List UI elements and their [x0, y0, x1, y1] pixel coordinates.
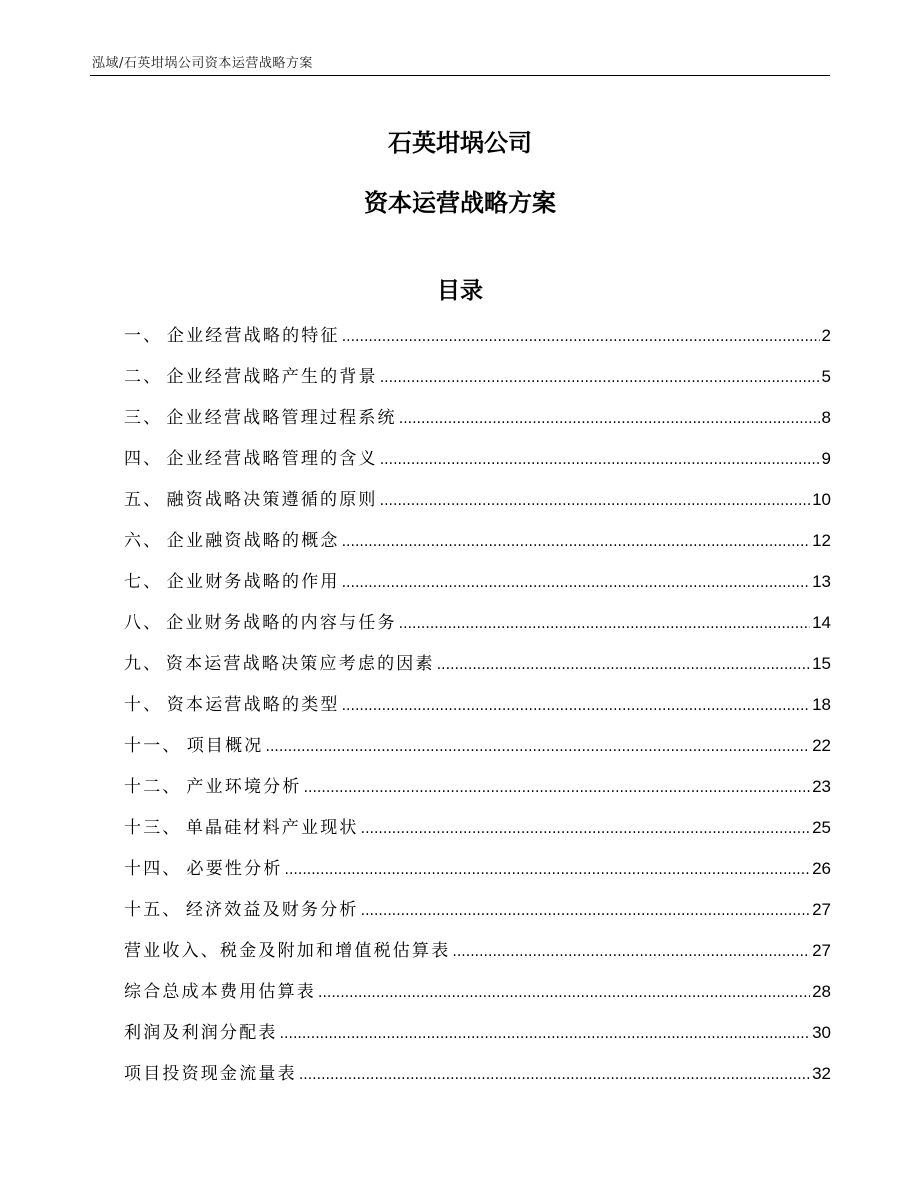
toc-entry-2[interactable] — [124, 360, 831, 401]
toc-entry-label: 利润及利润分配表 — [124, 1023, 278, 1043]
document-title-company: 石英坩埚公司 — [388, 129, 532, 157]
toc-entry-label: 综合总成本费用估算表 — [124, 982, 316, 1002]
toc-entry-page: 13 — [812, 572, 831, 591]
toc-entry-label: 营业收入、税金及附加和增值税估算表 — [124, 941, 451, 961]
toc-entry-label: 企业经营战略管理的含义 — [166, 449, 378, 469]
toc-entry-page: 12 — [812, 531, 831, 550]
toc-entry-11[interactable] — [124, 729, 831, 770]
toc-entry-6[interactable] — [124, 524, 831, 565]
toc-entry-page: 14 — [812, 613, 831, 632]
toc-entry-label: 企业经营战略管理过程系统 — [166, 408, 397, 428]
toc-entry-page: 9 — [821, 449, 831, 468]
toc-dot-leader — [342, 525, 810, 559]
toc-entry-label: 企业经营战略的特征 — [166, 326, 340, 346]
toc-dot-leader — [280, 1017, 810, 1051]
toc-entry-page: 26 — [812, 859, 831, 878]
toc-entry-18[interactable] — [124, 1016, 831, 1057]
toc-entry-17[interactable] — [124, 975, 831, 1016]
toc-entry-10[interactable] — [124, 688, 831, 729]
toc-entry-number: 十四、 — [124, 859, 182, 879]
toc-entry-number: 十一、 — [124, 736, 182, 756]
toc-entry-14[interactable] — [124, 852, 831, 893]
toc-entry-page: 5 — [821, 367, 831, 386]
toc-entry-page: 28 — [812, 982, 831, 1001]
toc-entry-12[interactable] — [124, 770, 831, 811]
toc-entry-15[interactable] — [124, 893, 831, 934]
toc-dot-leader — [318, 976, 810, 1010]
toc-entry-label: 资本运营战略的类型 — [166, 695, 340, 715]
toc-entry-label: 企业融资战略的概念 — [166, 531, 340, 551]
toc-entry-19[interactable] — [124, 1057, 831, 1098]
toc-dot-leader — [266, 730, 811, 764]
toc-entry-number: 四、 — [124, 449, 163, 469]
toc-entry-page: 27 — [812, 941, 831, 960]
toc-entry-number: 七、 — [124, 572, 163, 592]
toc-entry-label: 项目概况 — [186, 736, 264, 756]
toc-dot-leader — [380, 443, 820, 477]
document-title-subject: 资本运营战略方案 — [364, 189, 556, 217]
toc-entry-number: 五、 — [124, 490, 163, 510]
toc-dot-leader — [380, 361, 820, 395]
toc-entry-label: 必要性分析 — [186, 859, 283, 879]
toc-entry-9[interactable] — [124, 647, 831, 688]
toc-entry-label: 融资战略决策遵循的原则 — [166, 490, 378, 510]
toc-entry-page: 10 — [812, 490, 831, 509]
toc-entry-page: 8 — [821, 408, 831, 427]
toc-heading: 目录 — [437, 278, 483, 304]
toc-dot-leader — [342, 566, 810, 600]
toc-dot-leader — [437, 648, 810, 682]
toc-entry-number: 六、 — [124, 531, 163, 551]
toc-entry-label: 资本运营战略决策应考虑的因素 — [165, 654, 435, 674]
toc-entry-page: 27 — [812, 900, 831, 919]
toc-entry-number: 十二、 — [124, 777, 182, 797]
toc-entry-page: 25 — [812, 818, 831, 837]
toc-entry-number: 九、 — [124, 654, 163, 674]
toc-entry-page: 32 — [812, 1064, 831, 1083]
toc-entry-label: 项目投资现金流量表 — [124, 1064, 297, 1084]
toc-entry-7[interactable] — [124, 565, 831, 606]
toc-dot-leader — [342, 320, 820, 354]
toc-entry-label: 企业经营战略产生的背景 — [166, 367, 378, 387]
toc-entry-page: 30 — [812, 1023, 831, 1042]
toc-entry-number: 十、 — [124, 695, 163, 715]
toc-entry-1[interactable] — [124, 319, 831, 360]
toc-entry-number: 八、 — [124, 613, 163, 633]
toc-entry-5[interactable] — [124, 483, 831, 524]
toc-dot-leader — [285, 853, 811, 887]
header-divider — [90, 75, 830, 76]
toc-entry-label: 企业财务战略的内容与任务 — [166, 613, 397, 633]
table-of-contents — [124, 319, 831, 1098]
toc-dot-leader — [399, 607, 810, 641]
toc-entry-label: 企业财务战略的作用 — [166, 572, 340, 592]
toc-entry-13[interactable] — [124, 811, 831, 852]
running-header: 泓域/石英坩埚公司资本运营战略方案 — [92, 56, 313, 71]
toc-entry-label: 单晶硅材料产业现状 — [185, 818, 359, 838]
toc-entry-16[interactable] — [124, 934, 831, 975]
toc-entry-3[interactable] — [124, 401, 831, 442]
toc-entry-number: 一、 — [124, 326, 163, 346]
toc-entry-8[interactable] — [124, 606, 831, 647]
toc-dot-leader — [380, 484, 810, 518]
toc-entry-4[interactable] — [124, 442, 831, 483]
toc-entry-number: 十三、 — [124, 818, 182, 838]
toc-entry-page: 22 — [812, 736, 831, 755]
toc-entry-page: 15 — [812, 654, 831, 673]
toc-dot-leader — [304, 771, 811, 805]
toc-entry-label: 产业环境分析 — [186, 777, 302, 797]
toc-dot-leader — [399, 402, 820, 436]
toc-dot-leader — [452, 935, 810, 969]
toc-entry-page: 18 — [812, 695, 831, 714]
toc-dot-leader — [361, 812, 810, 846]
toc-entry-label: 经济效益及财务分析 — [185, 900, 359, 920]
toc-entry-number: 二、 — [124, 367, 163, 387]
toc-entry-number: 三、 — [124, 408, 163, 428]
toc-dot-leader — [361, 894, 810, 928]
toc-entry-page: 23 — [812, 777, 831, 796]
toc-dot-leader — [299, 1058, 810, 1092]
toc-dot-leader — [342, 689, 810, 723]
toc-entry-number: 十五、 — [124, 900, 182, 920]
toc-entry-page: 2 — [821, 326, 831, 345]
